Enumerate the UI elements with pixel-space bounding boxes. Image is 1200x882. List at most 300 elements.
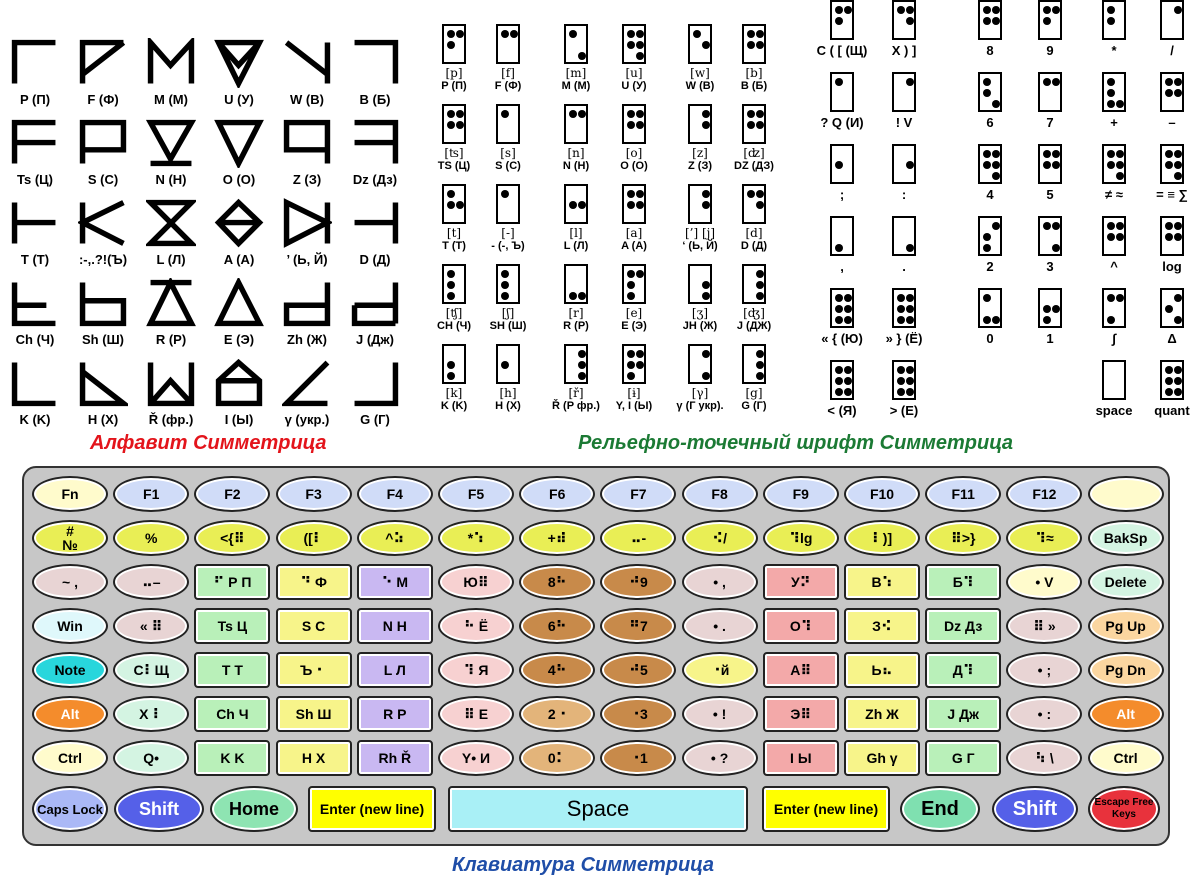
key-row2-5[interactable]	[438, 564, 514, 600]
key-row2-11[interactable]	[925, 564, 1001, 600]
braille-dot	[636, 361, 644, 369]
key-label: Zh Ж	[865, 706, 899, 722]
key-row6-10[interactable]	[844, 740, 920, 776]
braille-cell-icon	[622, 264, 646, 304]
braille-dot	[447, 121, 455, 129]
glyph-label: T (T)	[20, 252, 50, 267]
braille-dot	[756, 30, 764, 38]
key-label: Ctrl	[1113, 750, 1138, 766]
ipa-label: [ʣ]	[743, 146, 765, 160]
key-row4-11[interactable]	[925, 652, 1001, 688]
glyph-label: U (У)	[224, 92, 254, 107]
braille-cell-icon	[564, 184, 588, 224]
key-row3-12[interactable]	[1006, 608, 1082, 644]
ipa-label: [z]	[692, 146, 708, 160]
key-row4-7[interactable]	[600, 652, 676, 688]
braille-digit-label: 0	[986, 331, 994, 346]
key-label: F11	[951, 486, 975, 502]
key-row2-1[interactable]	[113, 564, 189, 600]
key-row0-7[interactable]	[600, 476, 676, 512]
ipa-label: [t]	[446, 226, 462, 240]
glyph-sh-icon	[70, 278, 136, 347]
key-row2-10[interactable]	[844, 564, 920, 600]
braille-symbol	[866, 72, 942, 130]
braille-cell-icon	[978, 144, 1002, 184]
shift-r-key[interactable]	[992, 786, 1078, 832]
key-row3-8[interactable]	[682, 608, 758, 644]
key-row0-8[interactable]	[682, 476, 758, 512]
braille-symbol-label: ? Q (И)	[820, 115, 864, 130]
braille-dot	[906, 6, 914, 14]
braille-cell-icon	[688, 24, 712, 64]
braille-dot	[983, 244, 991, 252]
key-label: N Н	[382, 618, 407, 634]
glyph-ch-icon	[2, 278, 68, 347]
braille-letter	[604, 264, 664, 332]
braille-dot	[835, 366, 843, 374]
key-row0-12[interactable]	[1006, 476, 1082, 512]
glyph-a-icon	[206, 198, 272, 267]
braille-dot	[702, 201, 710, 209]
braille-dot	[1116, 161, 1124, 169]
key-row6-13[interactable]	[1088, 740, 1164, 776]
key-row0-9[interactable]	[763, 476, 839, 512]
braille-symbol	[866, 288, 942, 346]
key-row6-5[interactable]	[438, 740, 514, 776]
braille-dot	[1165, 150, 1173, 158]
key-label: 2⠐	[547, 706, 567, 722]
key-row2-0[interactable]	[32, 564, 108, 600]
braille-dot	[636, 30, 644, 38]
enter-l-key[interactable]	[308, 786, 436, 832]
letter-label: D (Д)	[740, 240, 768, 252]
key-row4-6[interactable]	[519, 652, 595, 688]
braille-cell-icon	[564, 344, 588, 384]
glyph-label: D (Д)	[359, 252, 391, 267]
key-label: А⠿	[790, 662, 812, 678]
key-row6-12[interactable]	[1006, 740, 1082, 776]
key-row5-13[interactable]	[1088, 696, 1164, 732]
ipa-label: [o]	[625, 146, 643, 160]
key-row3-10[interactable]	[844, 608, 920, 644]
braille-symbol-label: .	[902, 259, 906, 274]
key-label: • ;	[1037, 662, 1052, 678]
braille-cell-icon	[1160, 360, 1184, 400]
key-row1-13[interactable]	[1088, 520, 1164, 556]
braille-dot	[1052, 161, 1060, 169]
key-row2-2[interactable]	[194, 564, 270, 600]
braille-dot	[906, 244, 914, 252]
braille-dot	[992, 6, 1000, 14]
key-label: ([⠇	[303, 530, 324, 546]
key-label: ^⠵	[385, 530, 405, 546]
braille-dot	[756, 110, 764, 118]
key-row2-6[interactable]	[519, 564, 595, 600]
letter-label: N (H)	[562, 160, 590, 172]
braille-cell-icon	[1038, 288, 1062, 328]
braille-dot	[702, 350, 710, 358]
key-row5-8[interactable]	[682, 696, 758, 732]
key-row3-11[interactable]	[925, 608, 1001, 644]
key-row5-0[interactable]	[32, 696, 108, 732]
braille-dot	[501, 292, 509, 300]
key-row1-4[interactable]	[357, 520, 433, 556]
braille-dot	[844, 377, 852, 385]
key-row1-11[interactable]	[925, 520, 1001, 556]
key-label: « ⠿	[139, 618, 163, 634]
key-row5-1[interactable]	[113, 696, 189, 732]
key-row5-3[interactable]	[276, 696, 352, 732]
key-row4-12[interactable]	[1006, 652, 1082, 688]
key-row2-9[interactable]	[763, 564, 839, 600]
braille-dot	[835, 294, 843, 302]
glyph-label: N (H)	[155, 172, 187, 187]
braille-dot	[636, 110, 644, 118]
key-label: Ъ ⠂	[300, 662, 328, 678]
key-row1-3[interactable]	[276, 520, 352, 556]
key-row1-8[interactable]	[682, 520, 758, 556]
braille-symbol	[866, 360, 942, 418]
braille-cell-icon	[496, 184, 520, 224]
key-row0-4[interactable]	[357, 476, 433, 512]
braille-dot	[1174, 366, 1182, 374]
braille-cell-icon	[1102, 0, 1126, 40]
braille-cell-icon	[1038, 0, 1062, 40]
key-row0-6[interactable]	[519, 476, 595, 512]
braille-dot	[578, 52, 586, 60]
braille-dot	[1116, 172, 1124, 180]
key-row0-10[interactable]	[844, 476, 920, 512]
braille-dot	[447, 110, 455, 118]
braille-math-label: quant	[1154, 403, 1190, 418]
key-row2-4[interactable]	[357, 564, 433, 600]
key-row0-11[interactable]	[925, 476, 1001, 512]
braille-cell-icon	[742, 24, 766, 64]
letter-label: H (X)	[495, 400, 521, 412]
braille-letter	[478, 344, 538, 412]
key-row1-9[interactable]	[763, 520, 839, 556]
key-row4-4[interactable]	[357, 652, 433, 688]
key-label: Delete	[1104, 574, 1147, 590]
key-label: ⠋ Р П	[213, 574, 252, 590]
braille-dot	[456, 110, 464, 118]
braille-dot	[983, 78, 991, 86]
key-row0-13[interactable]	[1088, 476, 1164, 512]
key-label: Pg Dn	[1105, 662, 1146, 678]
key-label: F8	[711, 486, 728, 502]
letter-label: R (P)	[563, 320, 589, 332]
key-label: ⠿>}	[950, 530, 976, 546]
braille-dot	[627, 281, 635, 289]
braille-math-label: ∫	[1112, 331, 1116, 346]
letter-label: F (Ф)	[494, 80, 522, 92]
glyph-rr-icon	[138, 358, 204, 427]
key-row2-3[interactable]	[276, 564, 352, 600]
braille-dot	[906, 78, 914, 86]
key-row6-4[interactable]	[357, 740, 433, 776]
key-row0-5[interactable]	[438, 476, 514, 512]
key-row5-7[interactable]	[600, 696, 676, 732]
key-row5-4[interactable]	[357, 696, 433, 732]
key-label: ⠐3	[629, 706, 648, 722]
key-row0-1[interactable]	[113, 476, 189, 512]
braille-cell-icon	[496, 24, 520, 64]
braille-dot	[1052, 150, 1060, 158]
braille-letter	[424, 24, 484, 92]
key-row3-1[interactable]	[113, 608, 189, 644]
key-label: ~ ,	[62, 574, 78, 590]
key-row2-8[interactable]	[682, 564, 758, 600]
braille-letter	[670, 344, 730, 412]
space-key[interactable]	[448, 786, 748, 832]
glyph-label: I (Ы)	[224, 412, 254, 427]
ipa-label: [b]	[745, 66, 763, 80]
key-row2-7[interactable]	[600, 564, 676, 600]
braille-cell-icon	[622, 344, 646, 384]
braille-dot	[1043, 222, 1051, 230]
braille-dot	[1174, 294, 1182, 302]
braille-dot	[992, 150, 1000, 158]
key-row2-12[interactable]	[1006, 564, 1082, 600]
key-row5-2[interactable]	[194, 696, 270, 732]
esc-key[interactable]	[1088, 786, 1160, 832]
key-row5-10[interactable]	[844, 696, 920, 732]
braille-dot	[747, 30, 755, 38]
glyph-label: H (X)	[87, 412, 119, 427]
key-row6-1[interactable]	[113, 740, 189, 776]
key-row6-9[interactable]	[763, 740, 839, 776]
braille-dot	[983, 150, 991, 158]
letter-label: Ř (P фр.)	[552, 400, 600, 412]
key-label: В⠱	[871, 574, 893, 590]
key-row4-5[interactable]	[438, 652, 514, 688]
braille-digit-label: 2	[986, 259, 994, 274]
key-row5-12[interactable]	[1006, 696, 1082, 732]
key-label: G Г	[951, 750, 975, 766]
key-label: Sh Ш	[295, 706, 332, 722]
letter-label: K (K)	[440, 400, 468, 412]
braille-dot	[1107, 233, 1115, 241]
braille-dot	[636, 350, 644, 358]
glyph-gamma-icon	[274, 358, 340, 427]
key-label: Win	[57, 618, 83, 634]
ipa-label: [ʦ]	[444, 146, 464, 160]
braille-dot	[1174, 377, 1182, 385]
key-row3-6[interactable]	[519, 608, 595, 644]
braille-dot	[756, 190, 764, 198]
shift-key[interactable]	[114, 786, 204, 832]
key-label: ⠙ Ф	[300, 574, 327, 590]
braille-dot	[1165, 78, 1173, 86]
key-row6-11[interactable]	[925, 740, 1001, 776]
braille-dot	[447, 190, 455, 198]
braille-dot	[983, 17, 991, 25]
letter-label: P (П)	[441, 80, 467, 92]
braille-dot	[1043, 161, 1051, 169]
braille-dot	[501, 30, 509, 38]
braille-dot	[569, 292, 577, 300]
key-row3-0[interactable]	[32, 608, 108, 644]
ipa-label: [d]	[745, 226, 763, 240]
key-row4-9[interactable]	[763, 652, 839, 688]
braille-math-label: = ≡ ∑	[1156, 187, 1188, 202]
braille-dot	[1043, 305, 1051, 313]
enter-r-key[interactable]	[762, 786, 890, 832]
key-row3-4[interactable]	[357, 608, 433, 644]
braille-dot	[897, 377, 905, 385]
braille-dot	[627, 270, 635, 278]
braille-cell-icon	[892, 0, 916, 40]
letter-label: U (У)	[621, 80, 647, 92]
braille-dot	[1107, 222, 1115, 230]
letter-label: W (В)	[685, 80, 715, 92]
letter-label: G (Г)	[741, 400, 767, 412]
key-row3-9[interactable]	[763, 608, 839, 644]
braille-dot	[1174, 6, 1182, 14]
key-row3-7[interactable]	[600, 608, 676, 644]
letter-label: B (Б)	[740, 80, 768, 92]
braille-dot	[578, 292, 586, 300]
key-row1-1[interactable]	[113, 520, 189, 556]
key-row5-6[interactable]	[519, 696, 595, 732]
braille-dot	[983, 161, 991, 169]
key-label: BakSp	[1103, 530, 1148, 546]
key-row4-0[interactable]	[32, 652, 108, 688]
glyph-j-icon	[342, 278, 408, 347]
braille-dot	[756, 372, 764, 380]
key-row0-3[interactable]	[276, 476, 352, 512]
braille-cell-icon	[1160, 288, 1184, 328]
braille-symbol-label: ! V	[895, 115, 913, 130]
key-row3-2[interactable]	[194, 608, 270, 644]
braille-dot	[578, 350, 586, 358]
braille-dot	[747, 110, 755, 118]
key-row4-13[interactable]	[1088, 652, 1164, 688]
key-label: Б⠹	[952, 574, 974, 590]
letter-label: DZ (ДЗ)	[734, 160, 774, 172]
braille-cell-icon	[1160, 216, 1184, 256]
key-row0-2[interactable]	[194, 476, 270, 512]
key-row6-2[interactable]	[194, 740, 270, 776]
key-label: Y• И	[461, 750, 491, 766]
key-label: F4	[386, 486, 403, 502]
key-row3-5[interactable]	[438, 608, 514, 644]
key-row4-1[interactable]	[113, 652, 189, 688]
key-row6-7[interactable]	[600, 740, 676, 776]
keyboard-caption: Клавиатура Симметрица	[452, 854, 714, 876]
key-label: I Ы	[790, 750, 812, 766]
braille-letter	[424, 264, 484, 332]
glyph-t-icon	[2, 198, 68, 267]
key-row1-6[interactable]	[519, 520, 595, 556]
key-row6-6[interactable]	[519, 740, 595, 776]
key-row5-11[interactable]	[925, 696, 1001, 732]
key-label: Shift	[1012, 798, 1058, 820]
key-row1-12[interactable]	[1006, 520, 1082, 556]
ipa-label: [ʧ]	[445, 306, 463, 320]
braille-dot	[1116, 294, 1124, 302]
key-label: ⠐й	[709, 662, 730, 678]
braille-dot	[897, 305, 905, 313]
braille-dot	[627, 110, 635, 118]
key-label: • .	[713, 618, 726, 634]
key-row5-5[interactable]	[438, 696, 514, 732]
braille-cell-icon	[978, 72, 1002, 112]
braille-digit-label: 1	[1046, 331, 1054, 346]
key-row5-9[interactable]	[763, 696, 839, 732]
home-key[interactable]	[210, 786, 298, 832]
key-row6-3[interactable]	[276, 740, 352, 776]
key-row2-13[interactable]	[1088, 564, 1164, 600]
braille-symbol-label: X ) ]	[891, 43, 917, 58]
braille-dot	[627, 121, 635, 129]
braille-dot	[501, 270, 509, 278]
braille-dot	[1174, 172, 1182, 180]
glyph-b-icon	[342, 38, 408, 107]
key-label: J Дж	[947, 706, 979, 722]
braille-cell-icon	[742, 184, 766, 224]
key-row4-8[interactable]	[682, 652, 758, 688]
braille-dot	[1174, 161, 1182, 169]
key-row1-2[interactable]	[194, 520, 270, 556]
braille-dot	[627, 361, 635, 369]
key-label: ⠑ М	[381, 574, 409, 590]
end-key[interactable]	[900, 786, 980, 832]
letter-label: ‘ (Ь, Й)	[682, 240, 718, 252]
braille-cell-icon	[622, 104, 646, 144]
key-label: • ?	[710, 750, 729, 766]
braille-dot	[1107, 89, 1115, 97]
key-row1-5[interactable]	[438, 520, 514, 556]
letter-label: - (-, Ъ)	[491, 240, 525, 252]
braille-dot	[835, 17, 843, 25]
caps-key[interactable]	[32, 786, 108, 832]
glyph-label: P (П)	[19, 92, 51, 107]
key-row0-0[interactable]	[32, 476, 108, 512]
braille-dot	[747, 121, 755, 129]
glyph-label: B (Б)	[359, 92, 391, 107]
braille-letter	[604, 344, 664, 412]
braille-cell-icon	[1102, 288, 1126, 328]
key-row6-8[interactable]	[682, 740, 758, 776]
braille-dot	[569, 201, 577, 209]
key-label: Caps Lock	[37, 801, 103, 817]
braille-dot	[447, 30, 455, 38]
key-label: Ts Ц	[217, 618, 248, 634]
braille-digit-label: 7	[1046, 115, 1054, 130]
braille-dot	[447, 281, 455, 289]
braille-dot	[456, 30, 464, 38]
key-row4-10[interactable]	[844, 652, 920, 688]
key-label: ⠹lg	[789, 530, 813, 546]
key-row4-2[interactable]	[194, 652, 270, 688]
braille-dot	[1174, 78, 1182, 86]
key-label: End	[921, 798, 959, 820]
braille-dot	[992, 222, 1000, 230]
keyboard	[22, 466, 1170, 846]
braille-dot	[1043, 150, 1051, 158]
key-row1-10[interactable]	[844, 520, 920, 556]
key-row4-3[interactable]	[276, 652, 352, 688]
key-label: ⠪/	[712, 530, 727, 546]
ipa-label: [ʃ]	[501, 306, 515, 320]
key-row3-13[interactable]	[1088, 608, 1164, 644]
key-row3-3[interactable]	[276, 608, 352, 644]
key-row1-7[interactable]	[600, 520, 676, 556]
key-row6-0[interactable]	[32, 740, 108, 776]
glyph-label: Sh (Ш)	[82, 332, 124, 347]
key-row1-0[interactable]	[32, 520, 108, 556]
